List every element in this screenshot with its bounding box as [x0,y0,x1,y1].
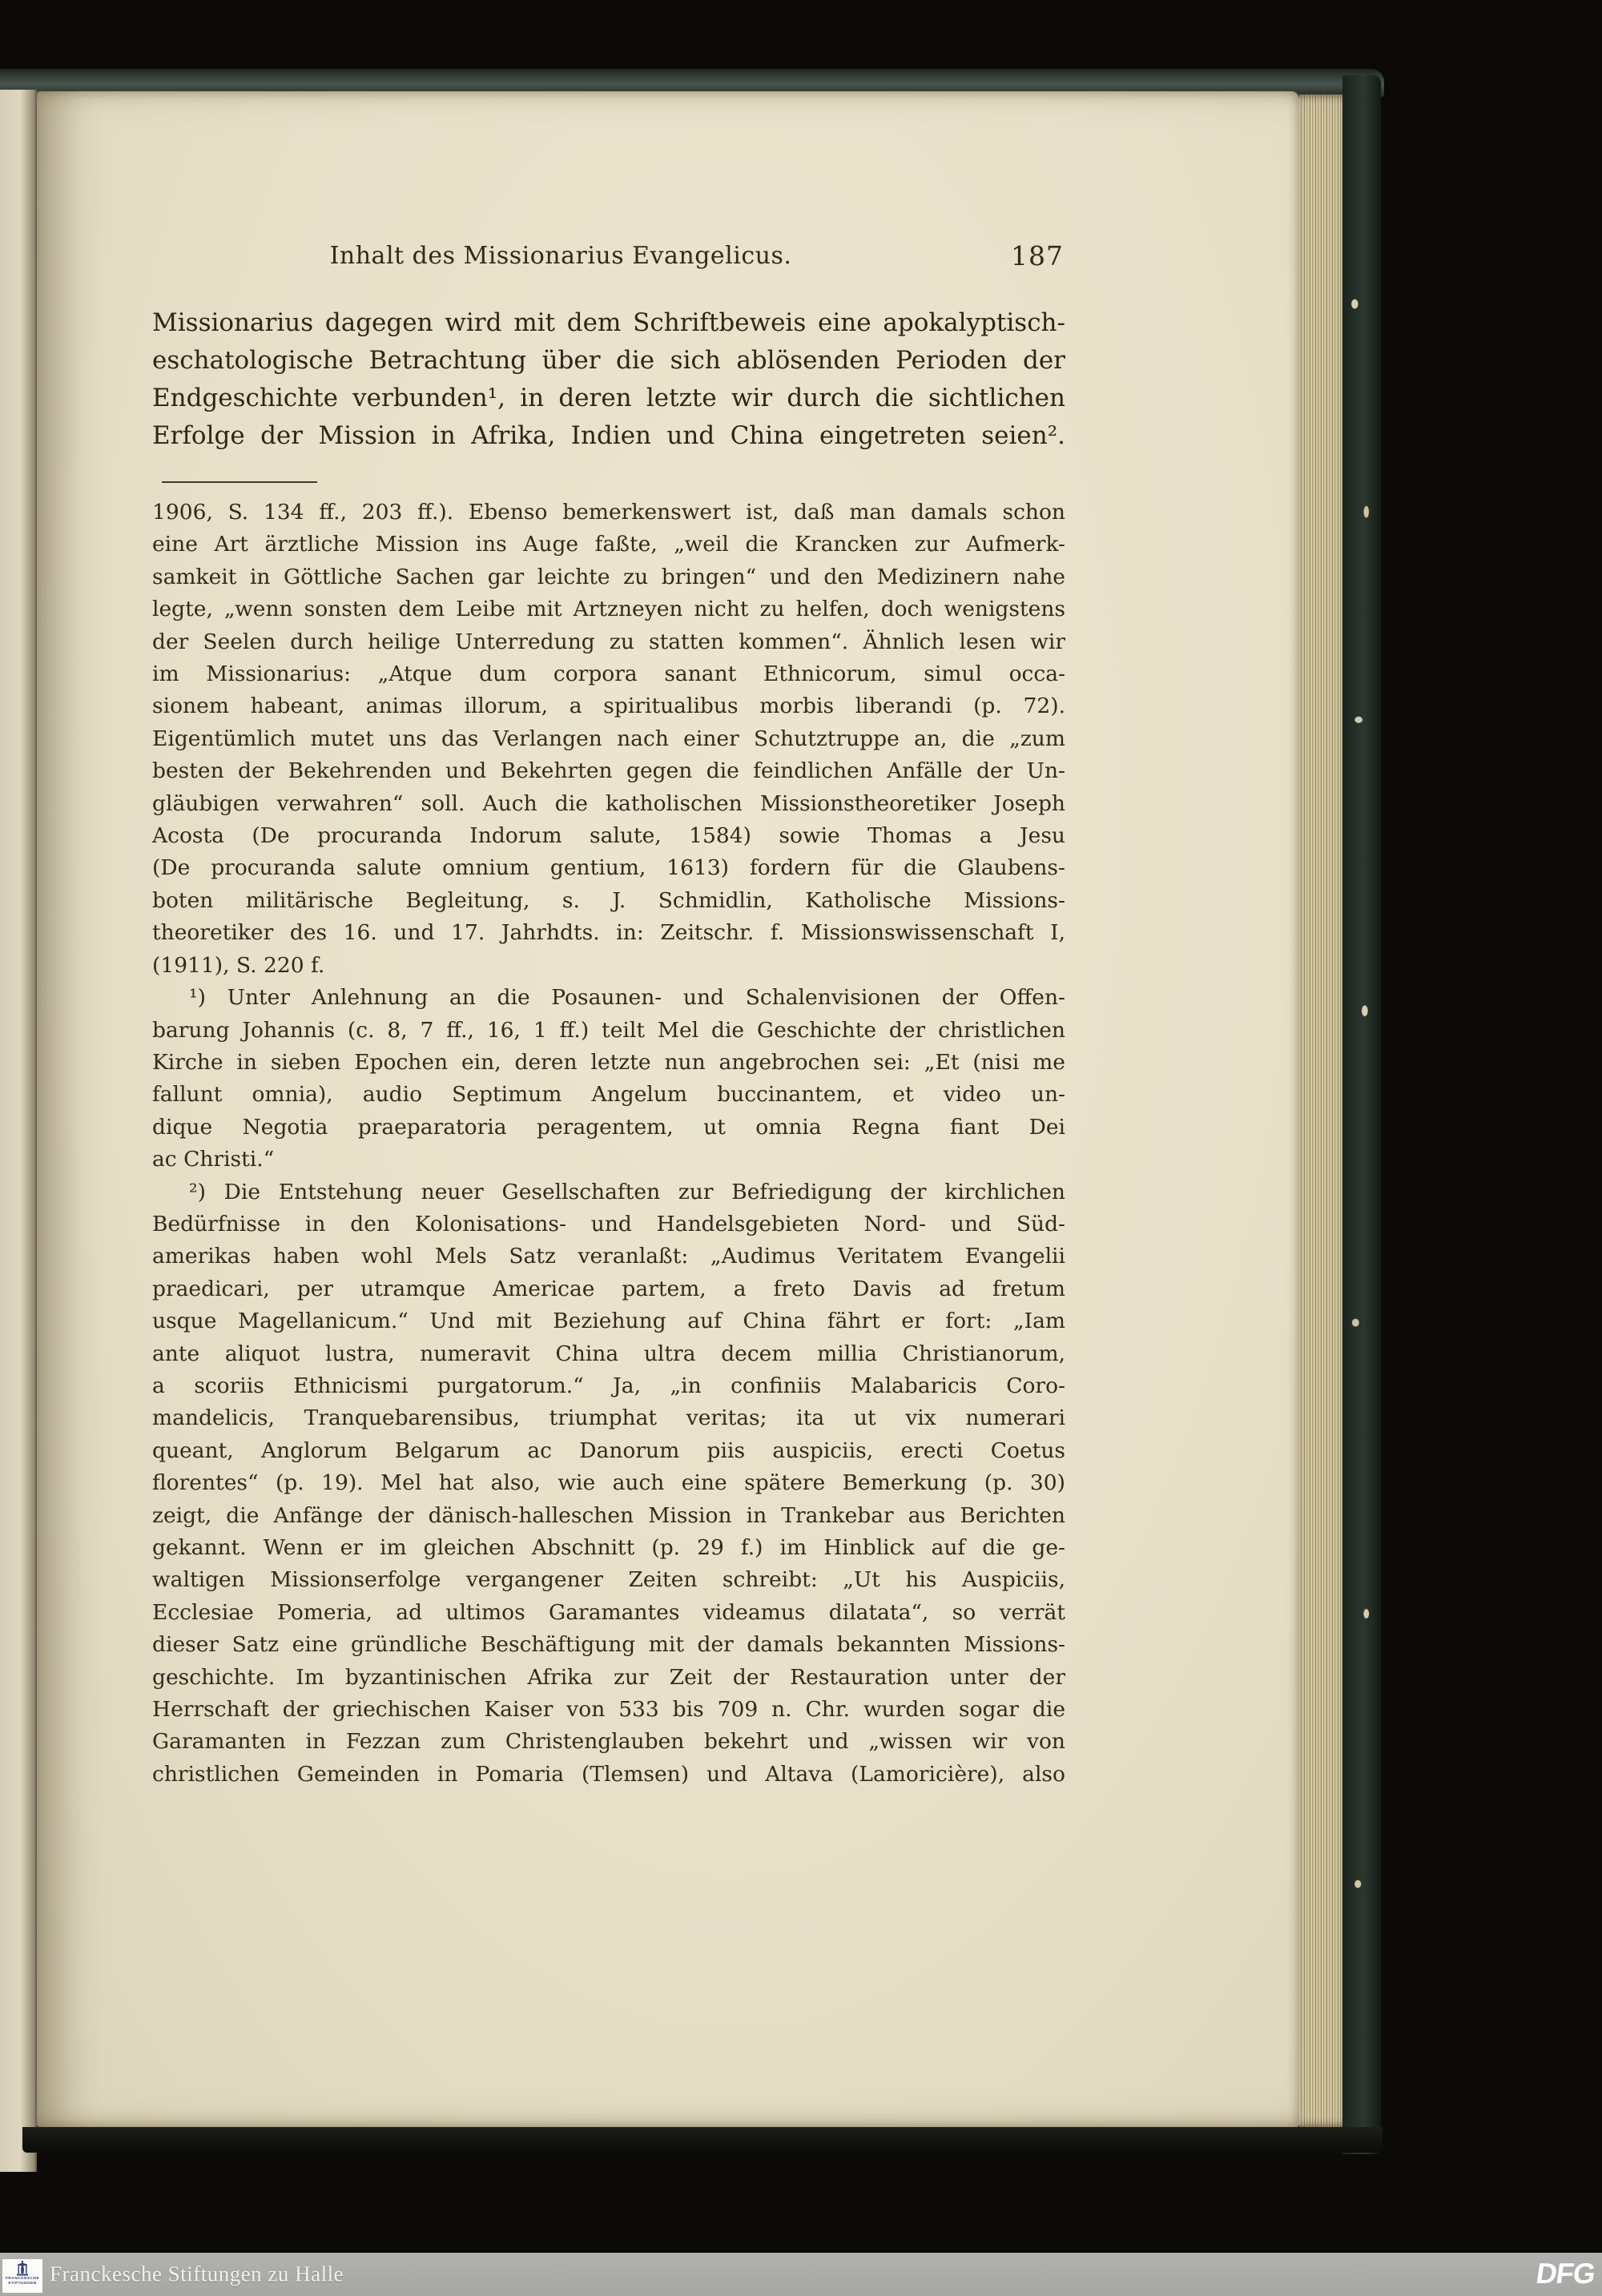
facing-page-sliver [0,90,37,2172]
text-line: gekannt. Wenn er im gleichen Abschnitt (p. 29 f.) im Hinblick auf die ge- [152,1535,1065,1560]
footnote-block [152,497,1065,982]
archive-footer-bar [0,2253,1602,2296]
text-line: theoretiker des 16. und 17. Jahrhdts. in: Zeitschr. f. Missionswissenschaft I, [152,920,1065,946]
logo-text-line2: STIFTUNGEN [8,2282,37,2286]
text-line: dieser Satz eine gründliche Beschäftigung mit der damals bekannten Missions- [152,1632,1065,1658]
text-line: Erfolge der Mission in Afrika, Indien und China eingetreten seien². [152,421,1065,450]
text-line: samkeit in Göttliche Sachen gar leichte zu bringen“ und den Medizinern nahe [152,564,1065,589]
text-line: Missionarius dagegen wird mit dem Schriftbeweis eine apokalyptisch- [152,308,1065,337]
text-line: der Seelen durch heilige Unterredung zu statten kommen“. Ähnlich lesen wir [152,629,1065,654]
text-line: im Missionarius: „Atque dum corpora sanant Ethnicorum, simul occa- [152,661,1065,687]
text-line: waltigen Missionserfolge vergangener Zeiten schreibt: „Ut his Auspiciis, [152,1567,1065,1593]
institution-name: Franckesche Stiftungen zu Halle [50,2262,344,2286]
text-line: boten militärische Begleitung, s. J. Schmidlin, Katholische Missions- [152,887,1065,913]
text-line: fallunt omnia), audio Septimum Angelum buccinantem, et video un- [152,1082,1065,1108]
text-line: (De procuranda salute omnium gentium, 1613) fordern für die Glaubens- [152,855,1065,881]
text-line: (1911), S. 220 f. [152,952,325,978]
text-line: praedicari, per utramque Americae partem, a freto Davis ad fretum [152,1276,1065,1301]
text-line: eine Art ärztliche Mission ins Auge faßte, „weil die Krancken zur Aufmerk- [152,532,1065,557]
running-header-title: Inhalt des Missionarius Evangelicus. [329,242,792,270]
text-line: mandelicis, Tranquebarensibus, triumphat veritas; ita ut vix numerari [152,1405,1065,1431]
text-line: christlichen Gemeinden in Pomaria (Tlemsen) und Altava (Lamoricière), also [152,1761,1065,1787]
text-line: zeigt, die Anfänge der dänisch-halleschen Mission in Trankebar aus Berichten [152,1502,1065,1528]
text-line: barung Johannis (c. 8, 7 ff., 16, 1 ff.) teilt Mel die Geschichte der christlichen [152,1017,1065,1043]
text-line: Endgeschichte verbunden¹, in deren letzte wir durch die sichtlichen [152,384,1065,412]
text-line: florentes“ (p. 19). Mel hat also, wie auch eine spätere Bemerkung (p. 30) [152,1470,1065,1496]
running-header [152,242,1065,279]
text-line: Eigentümlich mutet uns das Verlangen nach einer Schutztruppe an, die „zum [152,726,1065,751]
dfg-logo: DFG [1534,2257,1597,2290]
text-line: besten der Bekehrenden und Bekehrten gegen die feindlichen Anfälle der Un- [152,758,1065,784]
text-line: gläubigen verwahren“ soll. Auch die katholischen Missionstheoretiker Joseph [152,790,1065,816]
text-line: eschatologische Betrachtung über die sich ablösenden Perioden der [152,346,1065,375]
text-line: Garamanten in Fezzan zum Christenglauben bekehrt und „wissen wir von [152,1729,1065,1755]
text-line: a scoriis Ethnicismi purgatorum.“ Ja, „in confiniis Malabaricis Coro- [152,1373,1065,1398]
text-line: legte, „wenn sonsten dem Leibe mit Artzneyen nicht zu helfen, doch wenigstens [152,597,1065,622]
text-line: queant, Anglorum Belgarum ac Danorum piis auspiciis, erecti Coetus [152,1438,1065,1463]
book-bottom-shadow [22,2127,1383,2153]
text-line: Kirche in sieben Epochen ein, deren letzte nun angebrochen sei: „Et (nisi me [152,1049,1065,1075]
logo-text-line1: FRANCKESCHE [5,2277,40,2281]
text-line: ac Christi.“ [152,1147,275,1172]
footnote-separator-rule [162,481,317,483]
text-line: 1906, S. 134 ff., 203 ff.). Ebenso bemerkenswert ist, daß man damals schon [152,500,1065,525]
page-number: 187 [1011,240,1064,271]
main-paragraph [152,304,1065,455]
text-line: ¹) Unter Anlehnung an die Posaunen- und Schalenvisionen der Offen- [189,985,1065,1011]
text-line: Acosta (De procuranda Indorum salute, 1584) sowie Thomas a Jesu [152,823,1065,849]
text-line: usque Magellanicum.“ Und mit Beziehung auf China fährt er fort: „Iam [152,1309,1065,1334]
text-line: ante aliquot lustra, numeravit China ultra decem millia Christianorum, [152,1341,1065,1366]
text-line: ²) Die Entstehung neuer Gesellschaften zur Befriedigung der kirchlichen [189,1179,1065,1204]
text-line: geschichte. Im byzantinischen Afrika zur Zeit der Restauration unter der [152,1664,1065,1690]
text-line: Ecclesiae Pomeria, ad ultimos Garamantes videamus dilatata“, so verrät [152,1599,1065,1625]
franckesche-stiftungen-logo [2,2259,42,2293]
book-cover-marbled-edge [1342,75,1381,2154]
page-stack-fore-edge [1299,94,1342,2127]
text-line: Bedürfnisse in den Kolonisations- und Handelsgebieten Nord- und Süd- [152,1211,1065,1236]
footnote-block [152,1176,1065,1791]
francke-monument-icon [14,2261,31,2277]
text-line: dique Negotia praeparatoria peragentem, ut omnia Regna fiant Dei [152,1114,1065,1140]
text-line: sionem habeant, animas illorum, a spiritualibus morbis liberandi (p. 72). [152,694,1065,719]
footnotes-section [152,497,1065,1791]
text-line: amerikas haben wohl Mels Satz veranlaßt: „Audimus Veritatem Evangelii [152,1244,1065,1269]
footnote-block [152,982,1065,1176]
text-line: Herrschaft der griechischen Kaiser von 533 bis 709 n. Chr. wurden sogar die [152,1697,1065,1723]
